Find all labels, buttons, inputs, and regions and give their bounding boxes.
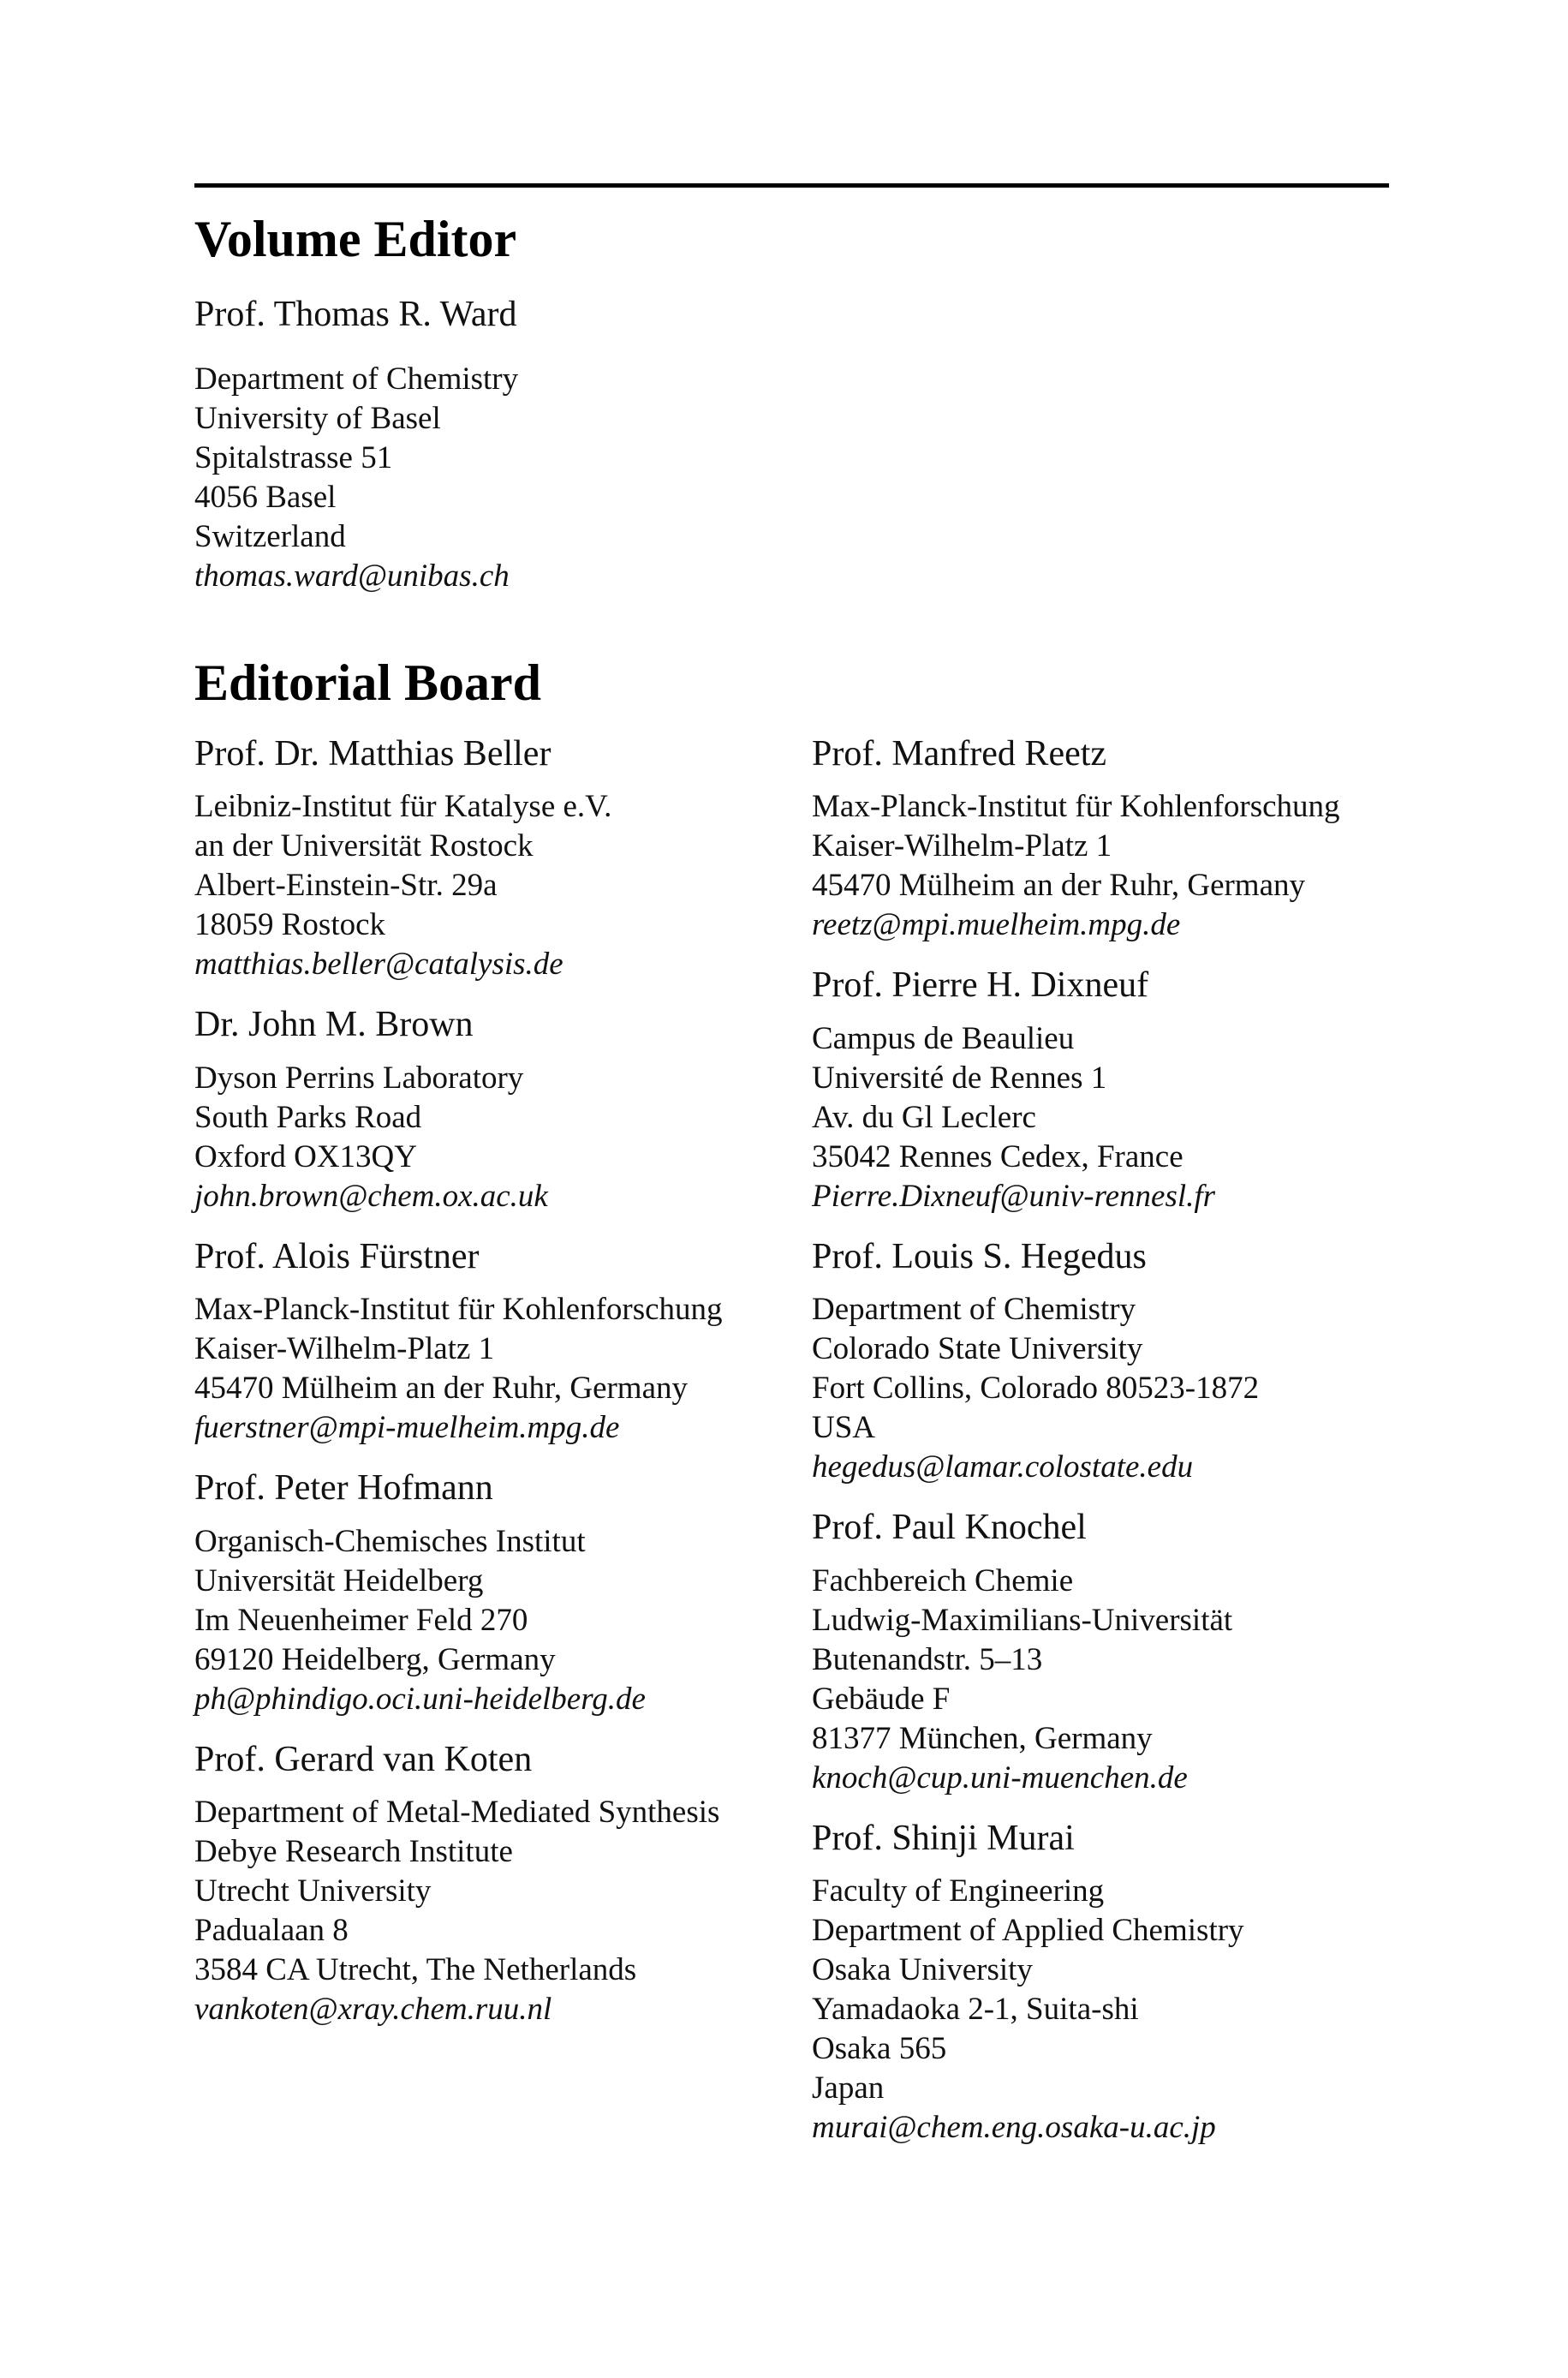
address-line: Av. du Gl Leclerc (812, 1099, 1036, 1135)
email-link[interactable]: reetz@mpi.muelheim.mpg.de (812, 907, 1181, 943)
member-address (812, 1290, 1411, 1487)
address-line: Osaka University (812, 1951, 1033, 1987)
address-line: Utrecht University (194, 1873, 432, 1909)
board-member (194, 1003, 794, 1216)
address-line: 4056 Basel (194, 480, 337, 515)
member-address (812, 1562, 1411, 1798)
address-line: Department of Chemistry (194, 361, 519, 397)
address-line: 45470 Mülheim an der Ruhr, Germany (812, 868, 1306, 904)
address-line: Spitalstrasse 51 (194, 440, 393, 475)
address-line: Campus de Beaulieu (812, 1020, 1075, 1056)
member-address (194, 1290, 794, 1448)
address-line: Japan (812, 2070, 885, 2106)
address-line: 45470 Mülheim an der Ruhr, Germany (194, 1371, 689, 1407)
address-line: Université de Rennes 1 (812, 1060, 1107, 1096)
member-address (194, 1059, 794, 1216)
address-line: Department of Metal-Mediated Synthesis (194, 1794, 720, 1830)
address-line: Albert-Einstein-Str. 29a (194, 868, 498, 904)
member-name: Prof. Louis S. Hegedus (812, 1236, 1147, 1276)
address-line: Dyson Perrins Laboratory (194, 1060, 524, 1096)
address-line: Ludwig-Maximilians-Universität (812, 1602, 1233, 1638)
address-line: Leibniz-Institut für Katalyse e.V. (194, 789, 612, 825)
address-line: Organisch-Chemisches Institut (194, 1523, 586, 1559)
address-line: Gebäude F (812, 1681, 951, 1717)
address-line: Max-Planck-Institut für Kohlenforschung (812, 789, 1340, 825)
board-member (812, 1506, 1411, 1797)
email-link[interactable]: thomas.ward@unibas.ch (194, 559, 510, 594)
address-line: Department of Applied Chemistry (812, 1912, 1244, 1948)
address-line: Yamadaoka 2-1, Suita-shi (812, 1991, 1139, 2027)
address-line: 69120 Heidelberg, Germany (194, 1641, 556, 1677)
volume-editor-address (194, 360, 518, 596)
board-member (812, 1817, 1411, 2148)
top-rule (194, 183, 1389, 188)
board-member (194, 732, 794, 984)
email-link[interactable]: Pierre.Dixneuf@univ-rennesl.fr (812, 1178, 1216, 1214)
email-link[interactable]: ph@phindigo.oci.uni-heidelberg.de (194, 1681, 646, 1717)
email-link[interactable]: vankoten@xray.chem.ruu.nl (194, 1991, 552, 2027)
member-address (194, 1522, 794, 1719)
board-member (812, 732, 1411, 945)
volume-editor-name: Prof. Thomas R. Ward (194, 295, 517, 334)
address-line: Oxford OX13QY (194, 1138, 417, 1174)
address-line: Max-Planck-Institut für Kohlenforschung (194, 1292, 723, 1328)
member-name: Prof. Paul Knochel (812, 1508, 1087, 1548)
board-column-right (812, 732, 1411, 2166)
address-line: Osaka 565 (812, 2030, 947, 2066)
address-line: Universität Heidelberg (194, 1562, 484, 1598)
member-address (194, 787, 794, 984)
member-name: Prof. Shinji Murai (812, 1818, 1075, 1858)
member-name: Prof. Pierre H. Dixneuf (812, 965, 1149, 1006)
member-address (194, 1793, 794, 2029)
email-link[interactable]: knoch@cup.uni-muenchen.de (812, 1760, 1188, 1795)
member-address (812, 1872, 1411, 2148)
address-line: Kaiser-Wilhelm-Platz 1 (812, 828, 1112, 864)
email-link[interactable]: hegedus@lamar.colostate.edu (812, 1449, 1194, 1485)
address-line: Fort Collins, Colorado 80523-1872 (812, 1371, 1260, 1407)
address-line: Fachbereich Chemie (812, 1562, 1074, 1598)
member-name: Prof. Peter Hofmann (194, 1468, 493, 1509)
address-line: an der Universität Rostock (194, 828, 534, 864)
address-line: 81377 München, Germany (812, 1720, 1153, 1756)
board-member (194, 1467, 794, 1718)
address-line: Debye Research Institute (194, 1833, 513, 1869)
member-name: Prof. Dr. Matthias Beller (194, 734, 551, 774)
member-name: Dr. John M. Brown (194, 1005, 474, 1045)
address-line: 3584 CA Utrecht, The Netherlands (194, 1951, 637, 1987)
email-link[interactable]: murai@chem.eng.osaka-u.ac.jp (812, 2109, 1216, 2145)
member-address (812, 787, 1411, 945)
member-name: Prof. Manfred Reetz (812, 734, 1107, 774)
board-member (812, 1235, 1411, 1487)
board-member (194, 1235, 794, 1448)
board-member (194, 1738, 794, 2029)
address-line: Department of Chemistry (812, 1292, 1136, 1328)
address-line: Padualaan 8 (194, 1912, 349, 1948)
email-link[interactable]: fuerstner@mpi-muelheim.mpg.de (194, 1410, 620, 1446)
email-link[interactable]: matthias.beller@catalysis.de (194, 947, 563, 983)
member-address (812, 1019, 1411, 1216)
address-line: 18059 Rostock (194, 907, 386, 943)
address-line: University of Basel (194, 401, 441, 436)
address-line: Faculty of Engineering (812, 1873, 1105, 1909)
member-name: Prof. Alois Fürstner (194, 1236, 480, 1276)
editorial-board-heading: Editorial Board (194, 654, 542, 711)
address-line: Kaiser-Wilhelm-Platz 1 (194, 1331, 495, 1367)
address-line: Switzerland (194, 519, 346, 554)
address-line: USA (812, 1410, 876, 1446)
member-name: Prof. Gerard van Koten (194, 1739, 533, 1779)
volume-editor-heading: Volume Editor (194, 211, 517, 267)
email-link[interactable]: john.brown@chem.ox.ac.uk (194, 1178, 548, 1214)
board-member (812, 964, 1411, 1216)
address-line: Im Neuenheimer Feld 270 (194, 1602, 528, 1638)
address-line: Butenandstr. 5–13 (812, 1641, 1043, 1677)
board-column-left (194, 732, 794, 2048)
address-line: 35042 Rennes Cedex, France (812, 1138, 1183, 1174)
address-line: South Parks Road (194, 1099, 422, 1135)
address-line: Colorado State University (812, 1331, 1143, 1367)
